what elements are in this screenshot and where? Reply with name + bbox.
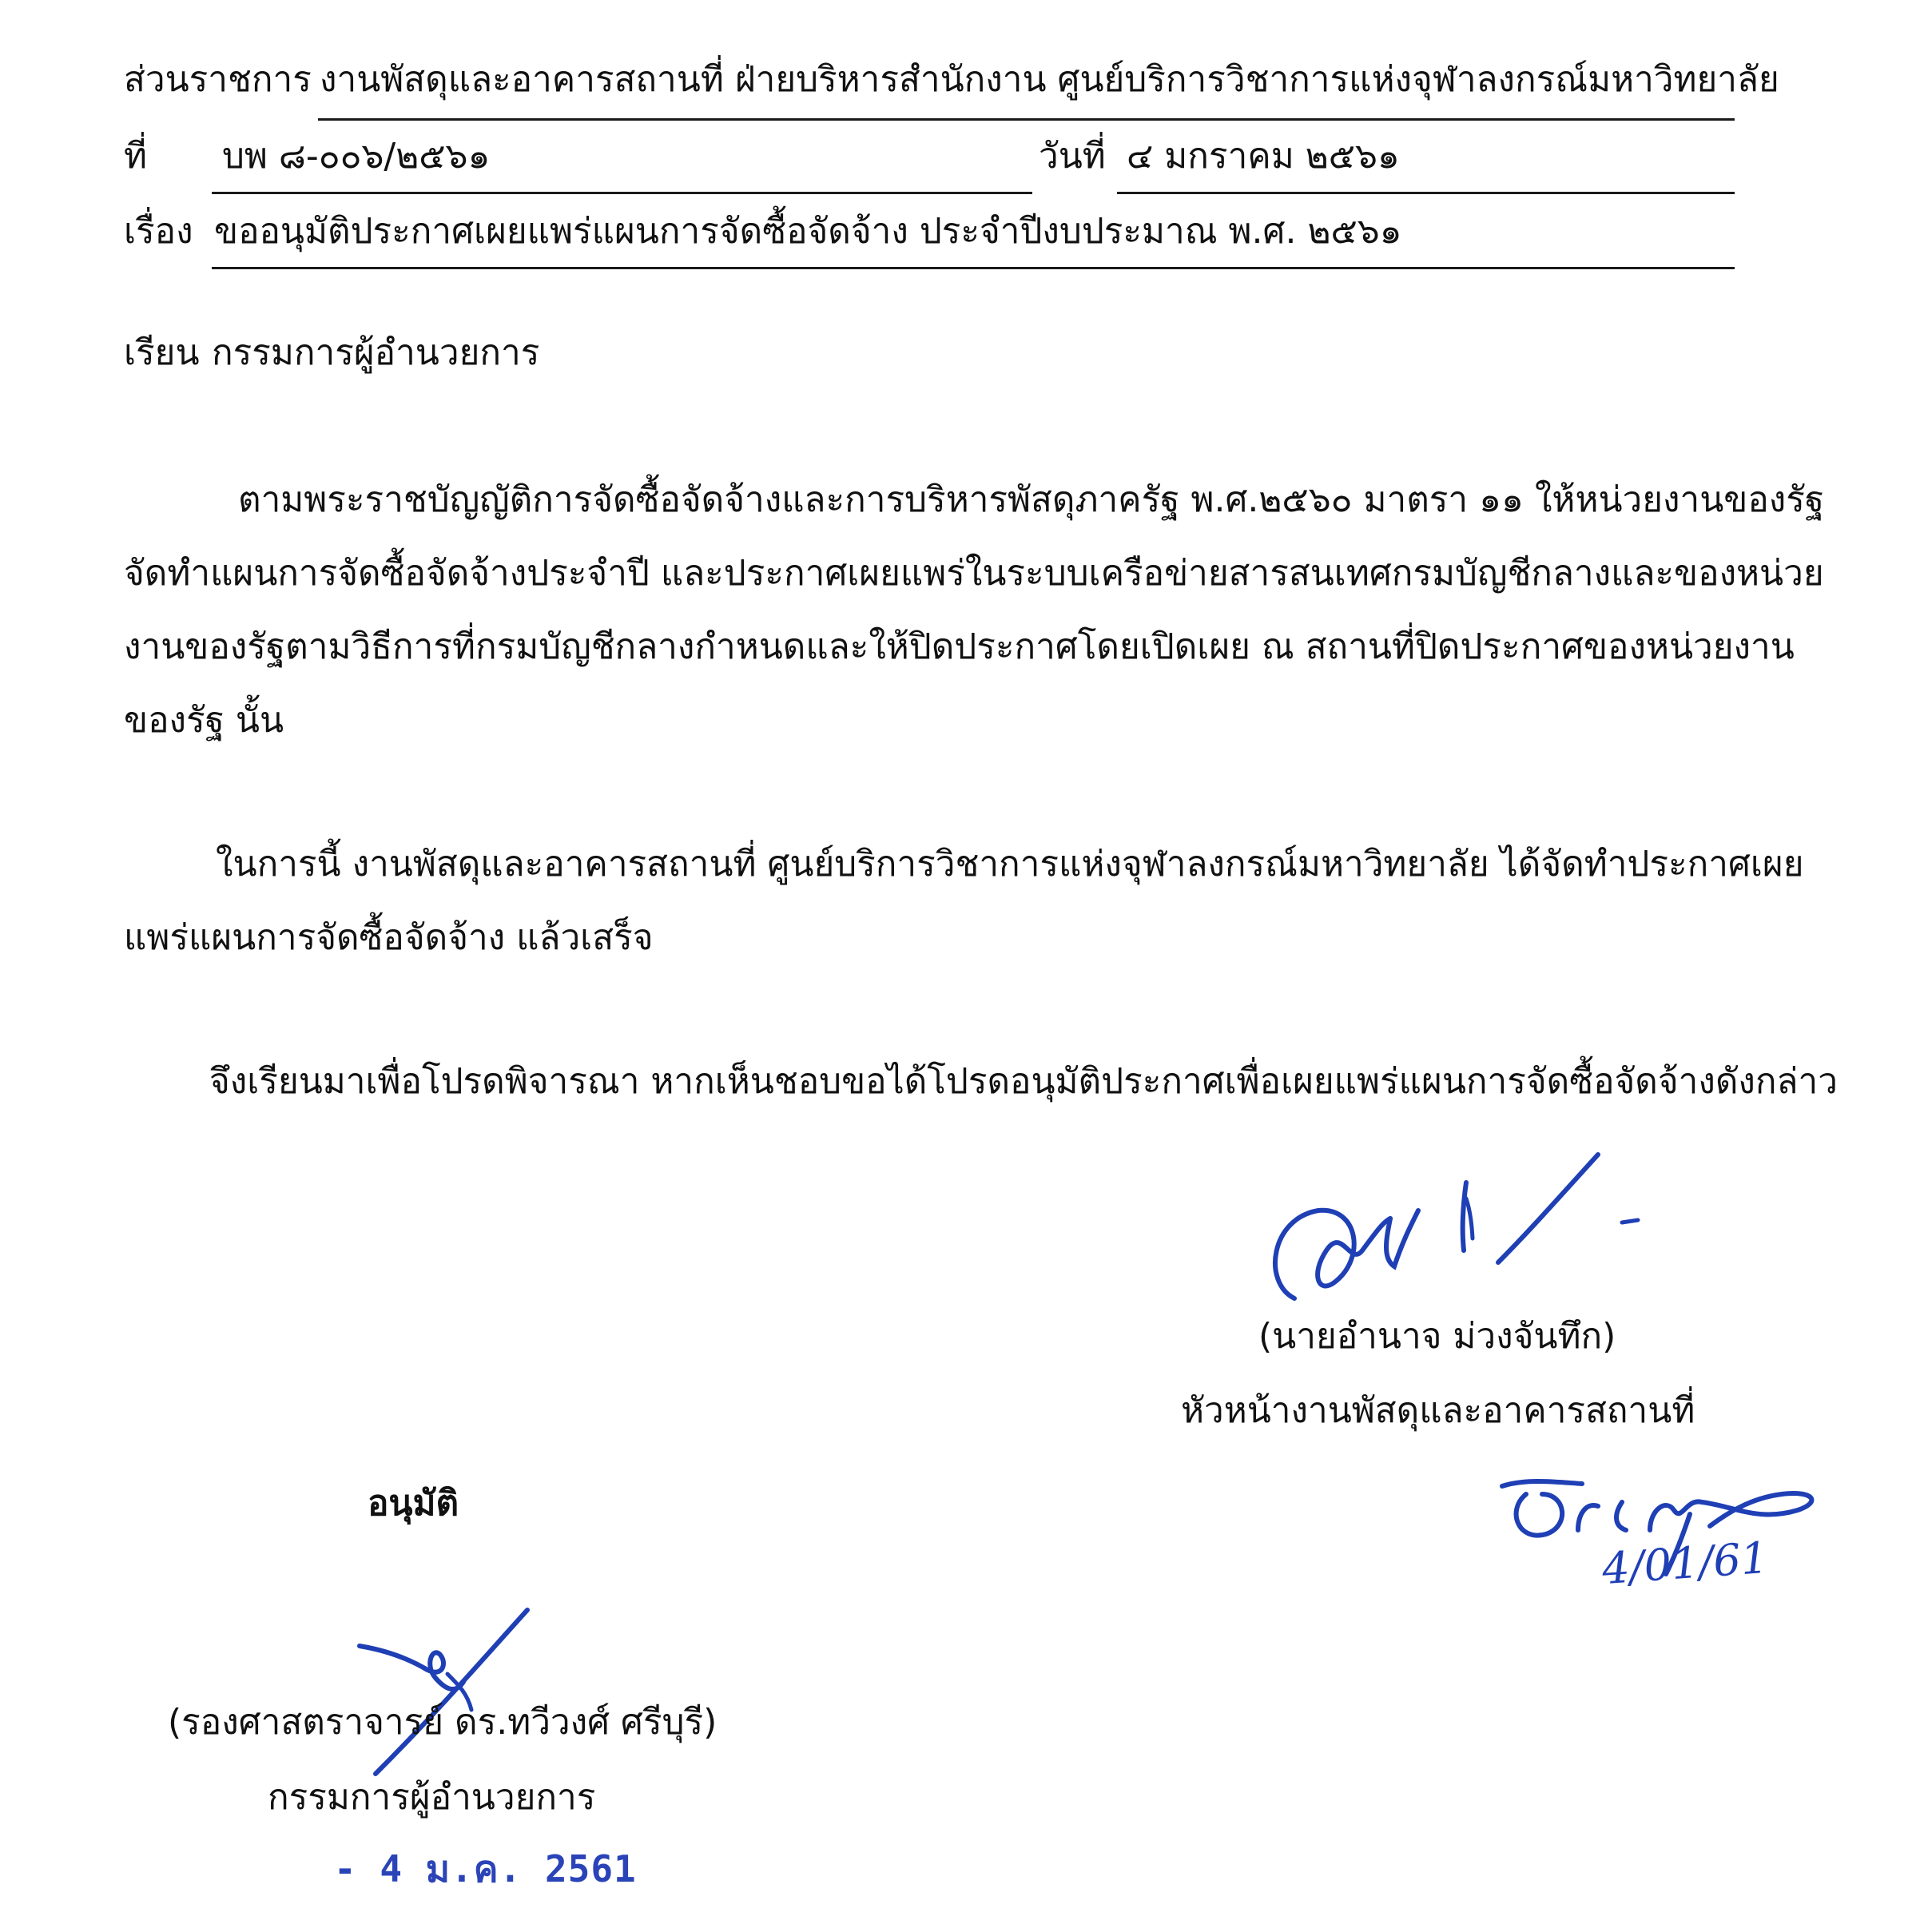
approval-date-stamp: - 4 ม.ค. 2561 — [334, 1847, 637, 1890]
date-value: ๔ มกราคม ๒๕๖๑ — [1127, 136, 1400, 177]
salutation-label: เรียน — [124, 332, 200, 373]
signer-position: หัวหน้างานพัสดุและอาคารสถานที่ — [1181, 1390, 1695, 1431]
subject-underline — [212, 267, 1735, 269]
subject-value: ขออนุมัติประกาศเผยแพร่แผนการจัดซื้อจัดจ้าง ประจำปีงบประมาณ พ.ศ. ๒๕๖๑ — [214, 211, 1402, 252]
paragraph-2-line: ในการนี้ งานพัสดุและอาคารสถานที่ ศูนย์บริการวิชาการแห่งจุฬาลงกรณ์มหาวิทยาลัย ได้จัดทำประกาศเผย — [216, 844, 1804, 885]
approval-label: อนุมัติ — [368, 1483, 459, 1524]
paragraph-3: จึงเรียนมาเพื่อโปรดพิจารณา หากเห็นชอบขอได้โปรดอนุมัติประกาศเพื่อเผยแพร่แผนการจัดซื้อจัดจ้างดังกล่าว — [209, 1061, 1838, 1102]
paragraph-1-line: ตามพระราชบัญญัติการจัดซื้อจัดจ้างและการบริหารพัสดุภาครัฐ พ.ศ.๒๕๖๐ มาตรา ๑๑ ให้หน่วยงานของรัฐ — [238, 479, 1825, 520]
paragraph-1-line: งานของรัฐตามวิธีการที่กรมบัญชีกลางกำหนดและให้ปิดประกาศโดยเปิดเผย ณ สถานที่ปิดประกาศของหน่วยงาน — [124, 626, 1795, 667]
paragraph-1-line: จัดทำแผนการจัดซื้อจัดจ้างประจำปี และประกาศเผยแพร่ในระบบเครือข่ายสารสนเทศกรมบัญชีกลางและของหน่วย — [124, 553, 1824, 594]
handwritten-note-date: 4/01/61 — [1600, 1532, 1771, 1595]
agency-value: งานพัสดุและอาคารสถานที่ ฝ่ายบริหารสำนักงาน ศูนย์บริการวิชาการแห่งจุฬาลงกรณ์มหาวิทยาลัย — [320, 59, 1779, 100]
agency-underline — [318, 118, 1735, 121]
paragraph-1-line: ของรัฐ นั้น — [124, 700, 284, 741]
approver-position: กรรมการผู้อำนวยการ — [268, 1777, 596, 1818]
subject-label: เรื่อง — [124, 211, 193, 252]
ref-label: ที่ — [124, 136, 148, 177]
approver-name: (รองศาสตราจารย์ ดร.ทวีวงศ์ ศรีบุรี) — [168, 1702, 718, 1743]
date-underline — [1117, 192, 1735, 194]
paragraph-2-line: แพร่แผนการจัดซื้อจัดจ้าง แล้วเสร็จ — [124, 917, 654, 958]
date-label: วันที่ — [1039, 136, 1106, 177]
salutation-value: กรรมการผู้อำนวยการ — [212, 332, 540, 373]
ref-value: บพ ๘-๐๐๖/๒๕๖๑ — [222, 136, 491, 177]
ref-underline — [212, 192, 1032, 194]
signer-name: (นายอำนาจ ม่วงจันทึก) — [1258, 1316, 1616, 1357]
signer-signature — [1262, 1163, 1678, 1322]
agency-label: ส่วนราชการ — [124, 59, 312, 100]
approver-signature — [352, 1598, 559, 1782]
